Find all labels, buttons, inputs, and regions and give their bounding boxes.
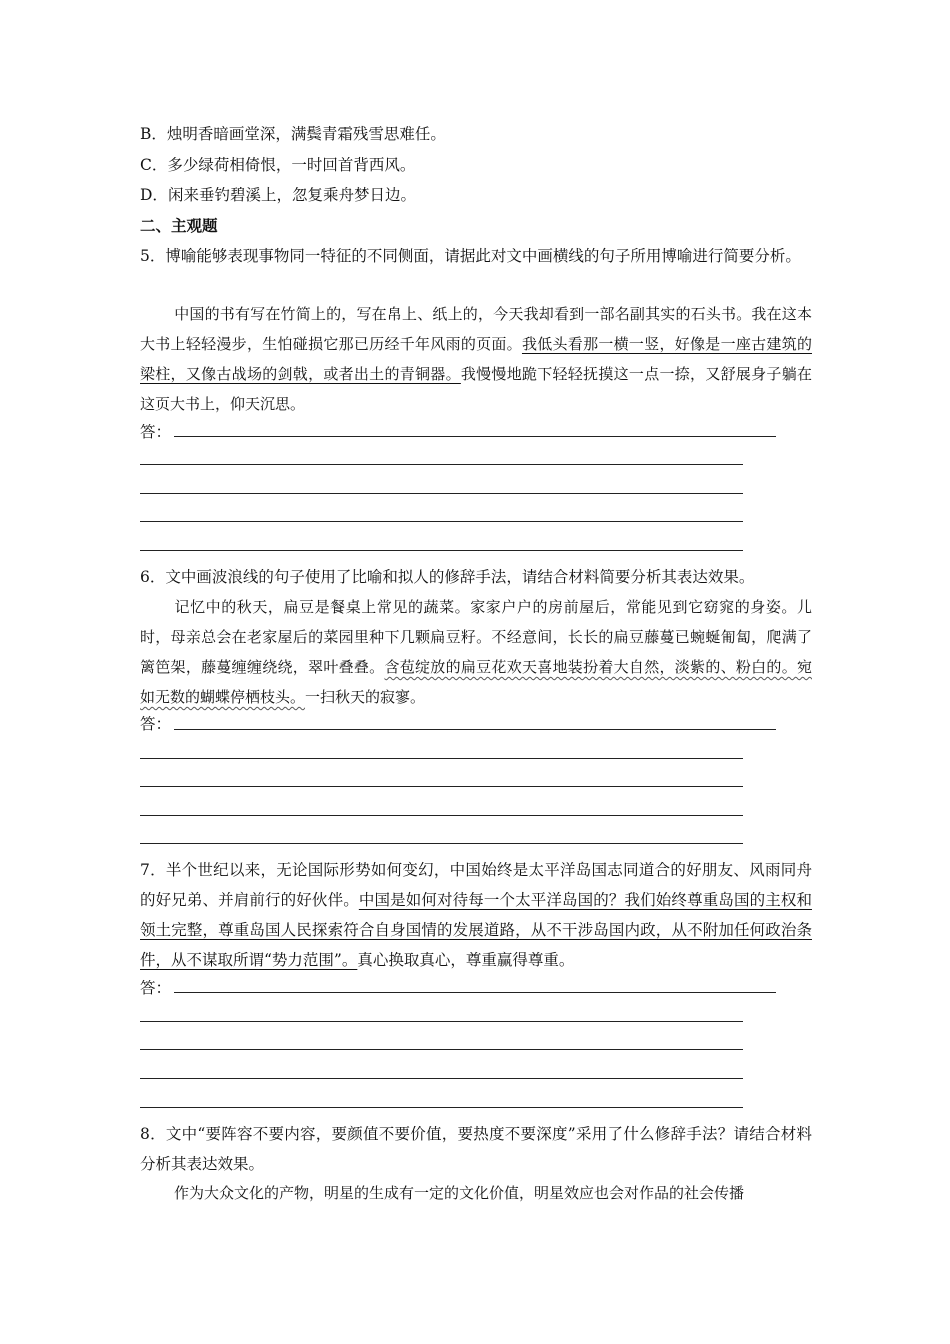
- q5-passage-before: 中国的书有写在竹简上的，写在帛上、纸上的，今天我却看到一部名副其实的石头书。我在这本大书上轻轻漫步，生怕碰损它那已历经千年风雨的页面。: [140, 305, 812, 353]
- option-b: [140, 124, 446, 144]
- q5-answer-line-1[interactable]: [174, 436, 776, 437]
- q6-answer-line-1[interactable]: [174, 729, 776, 730]
- q7-answer-line-3[interactable]: [140, 1049, 743, 1050]
- q8-prompt: 8．文中“要阵容不要内容，要颜值不要价值，要热度不要深度”采用了什么修辞手法？请结合材料分析其表达效果。: [140, 1125, 812, 1173]
- option-d-label: D．: [140, 186, 168, 204]
- q5-answer-line-2[interactable]: [140, 464, 743, 465]
- q6-answer-line-3[interactable]: [140, 786, 743, 787]
- q6-answer-label: 答：: [140, 715, 172, 733]
- q6-passage-after: 一扫秋天的寂寥。: [305, 688, 426, 706]
- q6-answer-line-2[interactable]: [140, 758, 743, 759]
- q5-passage: [140, 299, 812, 419]
- q7-answer-line-1[interactable]: [174, 992, 776, 993]
- q5-prompt: 5．博喻能够表现事物同一特征的不同侧面，请据此对文中画横线的句子所用博喻进行简要分析。: [140, 247, 801, 265]
- q7-prompt-after: 真心换取真心，尊重赢得尊重。: [357, 951, 575, 969]
- q6-answer-line-4[interactable]: [140, 815, 743, 816]
- option-b-text: 烛明香暗画堂深，满鬓青霜残雪思难任。: [166, 125, 446, 143]
- q5-answer-label: 答：: [140, 423, 172, 441]
- q7-answer-line-4[interactable]: [140, 1078, 743, 1079]
- section-title: 二、主观题: [140, 216, 218, 235]
- option-b-label: B．: [140, 125, 167, 143]
- q8-passage: [140, 1178, 812, 1208]
- q5-answer-line-4[interactable]: [140, 521, 743, 522]
- q6-prompt: 6．文中画波浪线的句子使用了比喻和拟人的修辞手法，请结合材料简要分析其表达效果。: [140, 568, 755, 586]
- q8-passage-text: 作为大众文化的产物，明星的生成有一定的文化价值，明星效应也会对作品的社会传播: [174, 1184, 745, 1202]
- q7-answer-line-2[interactable]: [140, 1021, 743, 1022]
- q6-answer-line-5[interactable]: [140, 843, 743, 844]
- q6-passage-wavy: 含苞绽放的扁豆花欢天喜地装扮着大自然，淡紫的、粉白的。宛如无数的蝴蝶停栖枝头。: [140, 658, 812, 706]
- q7-prompt-underlined: 中国是如何对待每一个太平洋岛国的？我们始终尊重岛国的主权和领土完整，尊重岛国人民探索符合自身国情的发展道路，从不干涉岛国内政，从不附加任何政治条件，从不谋取所谓“势力范围”。: [140, 891, 812, 969]
- q5-answer-line-5[interactable]: [140, 550, 743, 551]
- q6-passage: [140, 592, 812, 712]
- option-c-text: 多少绿荷相倚恨，一时回首背西风。: [167, 156, 416, 174]
- option-c-label: C．: [140, 156, 168, 174]
- option-c: [140, 155, 415, 175]
- option-d-text: 闲来垂钓碧溪上，忽复乘舟梦日边。: [167, 186, 416, 204]
- q5-passage-after: 我慢慢地跪下轻轻抚摸这一点一捺，又舒展身子躺在这页大书上，仰天沉思。: [140, 365, 812, 413]
- q7-answer-label: 答：: [140, 979, 172, 997]
- q7-answer-line-5[interactable]: [140, 1107, 743, 1108]
- q7-prompt: [140, 855, 812, 975]
- q5-passage-underlined: 我低头看那一横一竖，好像是一座古建筑的梁柱，又像古战场的剑戟，或者出土的青铜器。: [140, 335, 812, 383]
- q5-answer-line-3[interactable]: [140, 493, 743, 494]
- option-d: [140, 185, 416, 205]
- q7-prompt-before: 7．半个世纪以来，无论国际形势如何变幻，中国始终是太平洋岛国志同道合的好朋友、风雨同舟的好兄弟、并肩前行的好伙伴。: [140, 861, 812, 909]
- q6-passage-before: 记忆中的秋天，扁豆是餐桌上常见的蔬菜。家家户户的房前屋后，常能见到它窈窕的身姿。儿时，母亲总会在老家屋后的菜园里种下几颗扁豆籽。不经意间，长长的扁豆藤蔓已蜿蜒匍匐，爬满了篱笆架，藤蔓缠缠绕绕，翠叶叠叠。: [140, 598, 812, 676]
